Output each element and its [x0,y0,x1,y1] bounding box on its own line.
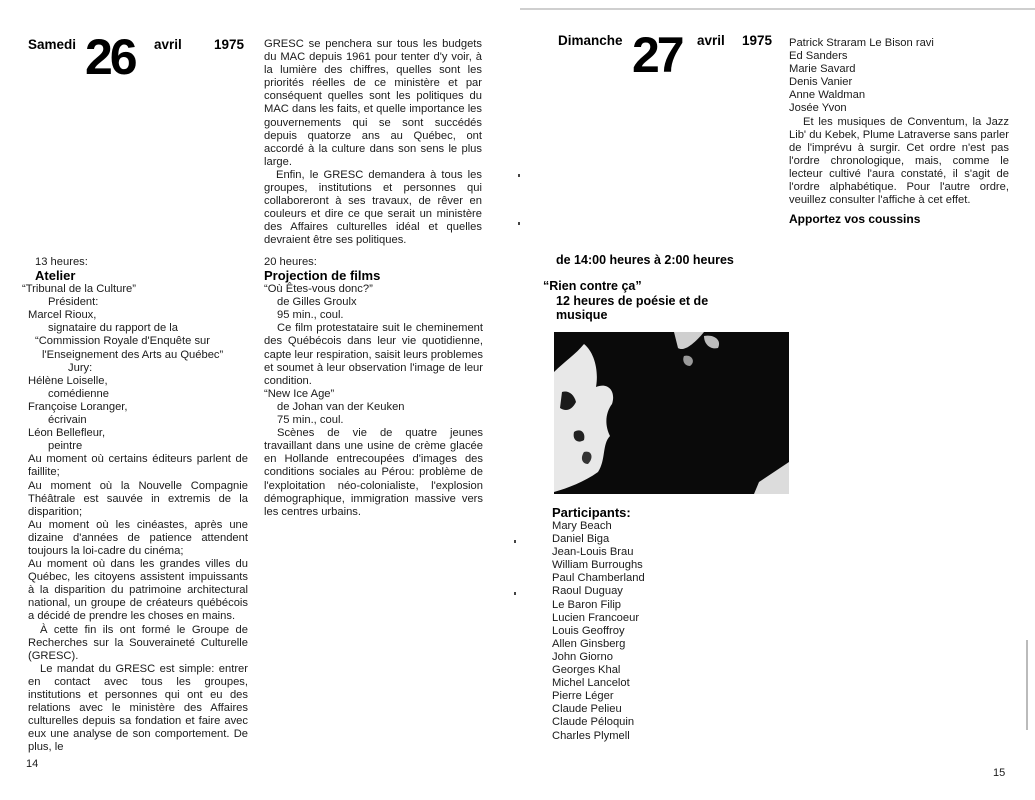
film-title: “Où Êtes-vous donc?” [264,283,373,296]
film-title: “New Ice Age” [264,387,335,400]
paragraph: Au moment où la Nouvelle Compagnie Théâtrale est sauvée in extremis de la disparition; [28,479,248,518]
films-title: Projection de films [264,268,381,284]
page-number-right: 15 [993,767,1006,779]
paragraph: GRESC se penchera sur tous les budgets du MAC depuis 1961 pour tenter d'y voir, à la lumière des chiffres, quelles sont les priorités réelles de ce ministère et par conséquent quelles sont les politiques du MAC dans les faits, et quelle importance les gouvernements qui se sont succédés depuis quatorze ans au Québec, ont accordé à la culture dans son sens le plus large. [264,38,482,168]
right-month: avril [697,33,725,48]
event-photo [554,332,789,494]
paragraph: Au moment où dans les grandes villes du Québec, les citoyens assistent impuissants à la disparition du patrimoine architectural national, un groupe de créateurs québécois a décidé de prendre les choses en mains. [28,558,248,623]
performer-name: Ed Sanders [789,50,848,63]
jury-role: peintre [48,440,83,453]
films-time: 20 heures: [264,256,317,268]
scan-speck [518,222,520,225]
participant-name: Jean-Louis Brau [552,546,634,559]
event-hours: de 14:00 heures à 2:00 heures [556,253,734,267]
event-title: “Rien contre ça” [543,279,642,293]
atelier-title: Atelier [35,268,76,284]
jury-role: comédienne [48,387,109,400]
film-details: 95 min., coul. [277,309,344,322]
performer-name: Anne Waldman [789,89,866,102]
left-day: Samedi [28,37,77,52]
scan-edge-mark [1026,640,1028,730]
jury-name: Léon Bellefleur, [28,427,106,440]
names-and-music [789,37,1009,227]
jury-label: Jury: [68,361,93,374]
photo-face-shape [554,332,789,494]
gresc-budget-text [264,38,482,248]
left-year: 1975 [214,37,245,52]
participant-name: William Burroughs [552,559,643,572]
page-number-left: 14 [26,758,39,770]
president-desc: signataire du rapport de la [48,322,178,335]
participant-name: Pierre Léger [552,690,614,703]
president-desc: “Commission Royale d'Enquête sur [35,335,210,348]
participants-list [552,520,712,743]
participant-name: Charles Plymell [552,729,630,742]
paragraph: Au moment où les cinéastes, après une dizaine d'années de patience attendent toujours la loi-cadre du cinéma; [28,518,248,557]
participant-name: Louis Geoffroy [552,624,625,637]
paragraph: Le mandat du GRESC est simple: entrer en contact avec tous les groupes, institutions et personnes qui ont eu des relations avec le ministère des Affaires culturelles depuis sa fondation et faire avec eux une analyse de son comportement. De plus, le [28,662,248,754]
event-subtitle: musique [556,308,608,322]
participant-name: Claude Pelieu [552,703,622,716]
participant-name: Daniel Biga [552,533,610,546]
performer-name: Marie Savard [789,63,856,76]
performer-name: Patrick Straram Le Bison ravi [789,37,934,49]
film-director: de Johan van der Keuken [277,400,405,413]
jury-name: Hélène Loiselle, [28,374,108,387]
right-date-number: 27 [632,27,682,83]
scan-speck [514,540,516,543]
president-desc: l'Enseignement des Arts au Québec” [42,348,224,361]
participant-name: Claude Péloquin [552,716,635,729]
participant-name: John Giorno [552,650,613,663]
participant-name: Georges Khal [552,664,621,677]
president-name: Marcel Rioux, [28,309,97,322]
participants-label: Participants: [552,505,631,520]
film-director: de Gilles Groulx [277,296,357,309]
musiques-paragraph: Et les musiques de Conventum, la Jazz Lib' du Kebek, Plume Latraverse sans parler de l'imprévu à surgir. Cet ordre n'est pas l'ordre chronologique, mais, comme le lecteur cultivé l'aura constaté, il s'agit de l'ordre alphabétique. Pour l'autre ordre, veuillez consulter l'affiche à cet effet. [789,115,1009,207]
participant-name: Lucien Francoeur [552,611,640,624]
right-day: Dimanche [558,33,623,48]
event-subtitle: 12 heures de poésie et de [556,294,709,308]
participant-name: Le Baron Filip [552,598,622,611]
participant-name: Raoul Duguay [552,585,623,598]
participant-name: Michel Lancelot [552,677,630,690]
scan-edge-line [520,8,1035,10]
paragraph: À cette fin ils ont formé le Groupe de Recherches sur la Souveraineté Culturelle (GRESC). [28,623,248,662]
film-description: Ce film protestataire suit le cheminement des Québécois dans leur vie quotidienne, capte leur respiration, saisit leurs problemes et soumet à leur observation l'image de leur condition. [264,322,483,387]
coussins-note: Apportez vos coussins [789,212,921,227]
participant-name: Mary Beach [552,520,612,532]
participant-name: Allen Ginsberg [552,637,626,650]
film-description: Scènes de vie de quatre jeunes travaillant dans une usine de crème glacée en Hollande entrecoupées d'images des conditions sociales au Pérou: problème de l'exploitation néo-colonialiste, l'explosion démographique, immigration massive vers les centres urbains. [264,427,483,518]
paragraph: Enfin, le GRESC demandera à tous les groupes, institutions et personnes qui collaboreront à ses travaux, de rêver en couleurs et dire ce que serait un ministère des Affaires culturelles idéal et quelles devraient être ses politiques. [264,168,482,247]
left-date-number: 26 [85,29,135,85]
atelier-section [22,256,248,754]
scan-speck [518,174,520,177]
atelier-time: 13 heures: [35,256,88,268]
paragraph: Au moment où certains éditeurs parlent de faillite; [28,453,248,479]
participant-name: Paul Chamberland [552,572,645,585]
films-section [264,256,483,519]
right-year: 1975 [742,33,773,48]
president-label: Président: [48,296,99,309]
performer-name: Denis Vanier [789,76,853,89]
film-details: 75 min., coul. [277,414,344,427]
atelier-subtitle: “Tribunal de la Culture” [22,283,136,296]
jury-name: Françoise Loranger, [28,400,128,413]
performer-name: Josée Yvon [789,102,847,115]
scan-speck [514,592,516,595]
jury-role: écrivain [48,414,87,427]
left-month: avril [154,37,182,52]
